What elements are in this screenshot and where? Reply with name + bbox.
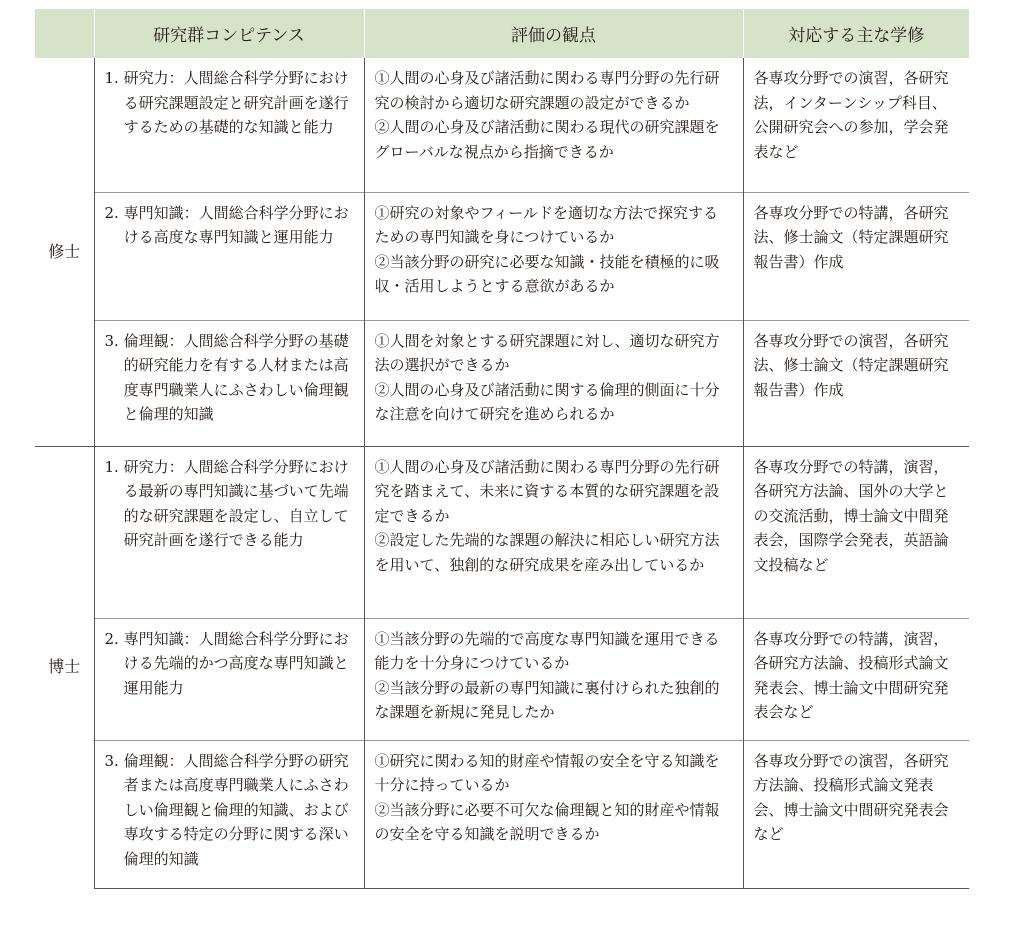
competence-number: 3.: [104, 331, 124, 350]
table-row: [35, 618, 969, 740]
studies-cell: 各専攻分野での特講，演習，各研究方法論、国外の大学との交流活動，博士論文中間発表会，国際学会発表，英語論文投稿など: [743, 446, 969, 618]
table-row: [35, 192, 969, 320]
competence-cell: [94, 618, 364, 740]
criteria-cell: [364, 320, 743, 446]
competence-text: 倫理観：人間総合科学分野の研究者または高度専門職業人にふさわしい倫理観と倫理的知識、および専攻する特定の分野に関する深い倫理的知識: [123, 751, 349, 868]
competence-number: 2.: [104, 629, 124, 648]
header-studies: 対応する主な学修: [743, 9, 969, 58]
studies-cell: 各専攻分野での演習，各研究方法論、投稿形式論文発表会、博士論文中間研究発表会など: [743, 740, 969, 888]
criterion-item: ①人間を対象とする研究課題に対し、適切な研究方法の選択ができるか: [374, 331, 720, 374]
competence-cell: [94, 446, 364, 618]
studies-cell: 各専攻分野での演習，各研究法、修士論文（特定課題研究報告書）作成: [743, 320, 969, 446]
studies-cell: 各専攻分野での特講，各研究法、修士論文（特定課題研究報告書）作成: [743, 192, 969, 320]
criterion-item: ②人間の心身及び諸活動に関する倫理的側面に十分な注意を向けて研究を進められるか: [374, 380, 720, 423]
degree-cell-master: 修士: [35, 58, 94, 446]
table-row: [35, 320, 969, 446]
criterion-item: ①人間の心身及び諸活動に関わる専門分野の先行研究の検討から適切な研究課題の設定ができるか: [374, 69, 720, 112]
degree-cell-doctor: 博士: [35, 446, 94, 888]
competence-text: 研究力：人間総合科学分野における最新の専門知識に基づいて先端的な研究課題を設定し、自立して研究計画を遂行できる能力: [123, 457, 349, 549]
criterion-item: ②当該分野の最新の専門知識に裏付けられた独創的な課題を新規に発見したか: [374, 678, 720, 721]
criterion-item: ①研究に関わる知的財産や情報の安全を守る知識を十分に持っているか: [374, 751, 720, 794]
competence-text: 専門知識：人間総合科学分野における高度な専門知識と運用能力: [123, 203, 349, 246]
table-row: [35, 740, 969, 888]
competence-text: 倫理観：人間総合科学分野の基礎的研究能力を有する人材または高度専門職業人にふさわしい倫理観と倫理的知識: [123, 331, 349, 423]
competence-cell: [94, 192, 364, 320]
competence-number: 1.: [104, 69, 124, 87]
criterion-item: ①当該分野の先端的で高度な専門知識を運用できる能力を十分身につけているか: [374, 629, 720, 672]
criteria-cell: [364, 618, 743, 740]
header-competence: 研究群コンピテンス: [94, 9, 364, 58]
criterion-item: ②当該分野に必要不可欠な倫理観と知的財産や情報の安全を守る知識を説明できるか: [374, 800, 720, 843]
competence-cell: [94, 740, 364, 888]
criteria-cell: [364, 58, 743, 192]
competence-table: [35, 9, 969, 889]
header-row: [35, 9, 969, 58]
criterion-item: ②設定した先端的な課題の解決に相応しい研究方法を用いて、独創的な研究成果を産み出しているか: [374, 531, 720, 574]
header-degree: [35, 9, 94, 58]
competence-number: 2.: [104, 203, 124, 222]
header-criteria: 評価の観点: [364, 9, 743, 58]
competence-text: 専門知識：人間総合科学分野における先端的かつ高度な専門知識と運用能力: [123, 629, 349, 697]
table-row: [35, 58, 969, 192]
criterion-item: ②人間の心身及び諸活動に関わる現代の研究課題をグローバルな視点から指摘できるか: [374, 118, 720, 161]
studies-cell: 各専攻分野での特講，演習，各研究方法論、投稿形式論文発表会、博士論文中間研究発表会など: [743, 618, 969, 740]
competence-text: 研究力：人間総合科学分野における研究課題設定と研究計画を遂行するための基礎的な知識と能力: [123, 69, 349, 136]
competence-number: 1.: [104, 457, 124, 476]
criteria-cell: [364, 446, 743, 618]
criteria-cell: [364, 192, 743, 320]
criterion-item: ①人間の心身及び諸活動に関わる専門分野の先行研究を踏まえて、未来に資する本質的な研究課題を設定できるか: [374, 457, 720, 525]
criteria-cell: [364, 740, 743, 888]
competence-number: 3.: [104, 751, 124, 770]
table-row: [35, 446, 969, 618]
criterion-item: ①研究の対象やフィールドを適切な方法で探究するための専門知識を身につけているか: [374, 203, 719, 246]
competence-cell: [94, 320, 364, 446]
competence-cell: [94, 58, 364, 192]
criterion-item: ②当該分野の研究に必要な知識・技能を積極的に吸収・活用しようとする意欲があるか: [374, 252, 720, 295]
studies-cell: 各専攻分野での演習，各研究法，インターンシップ科目、公開研究会への参加，学会発表など: [743, 58, 969, 192]
